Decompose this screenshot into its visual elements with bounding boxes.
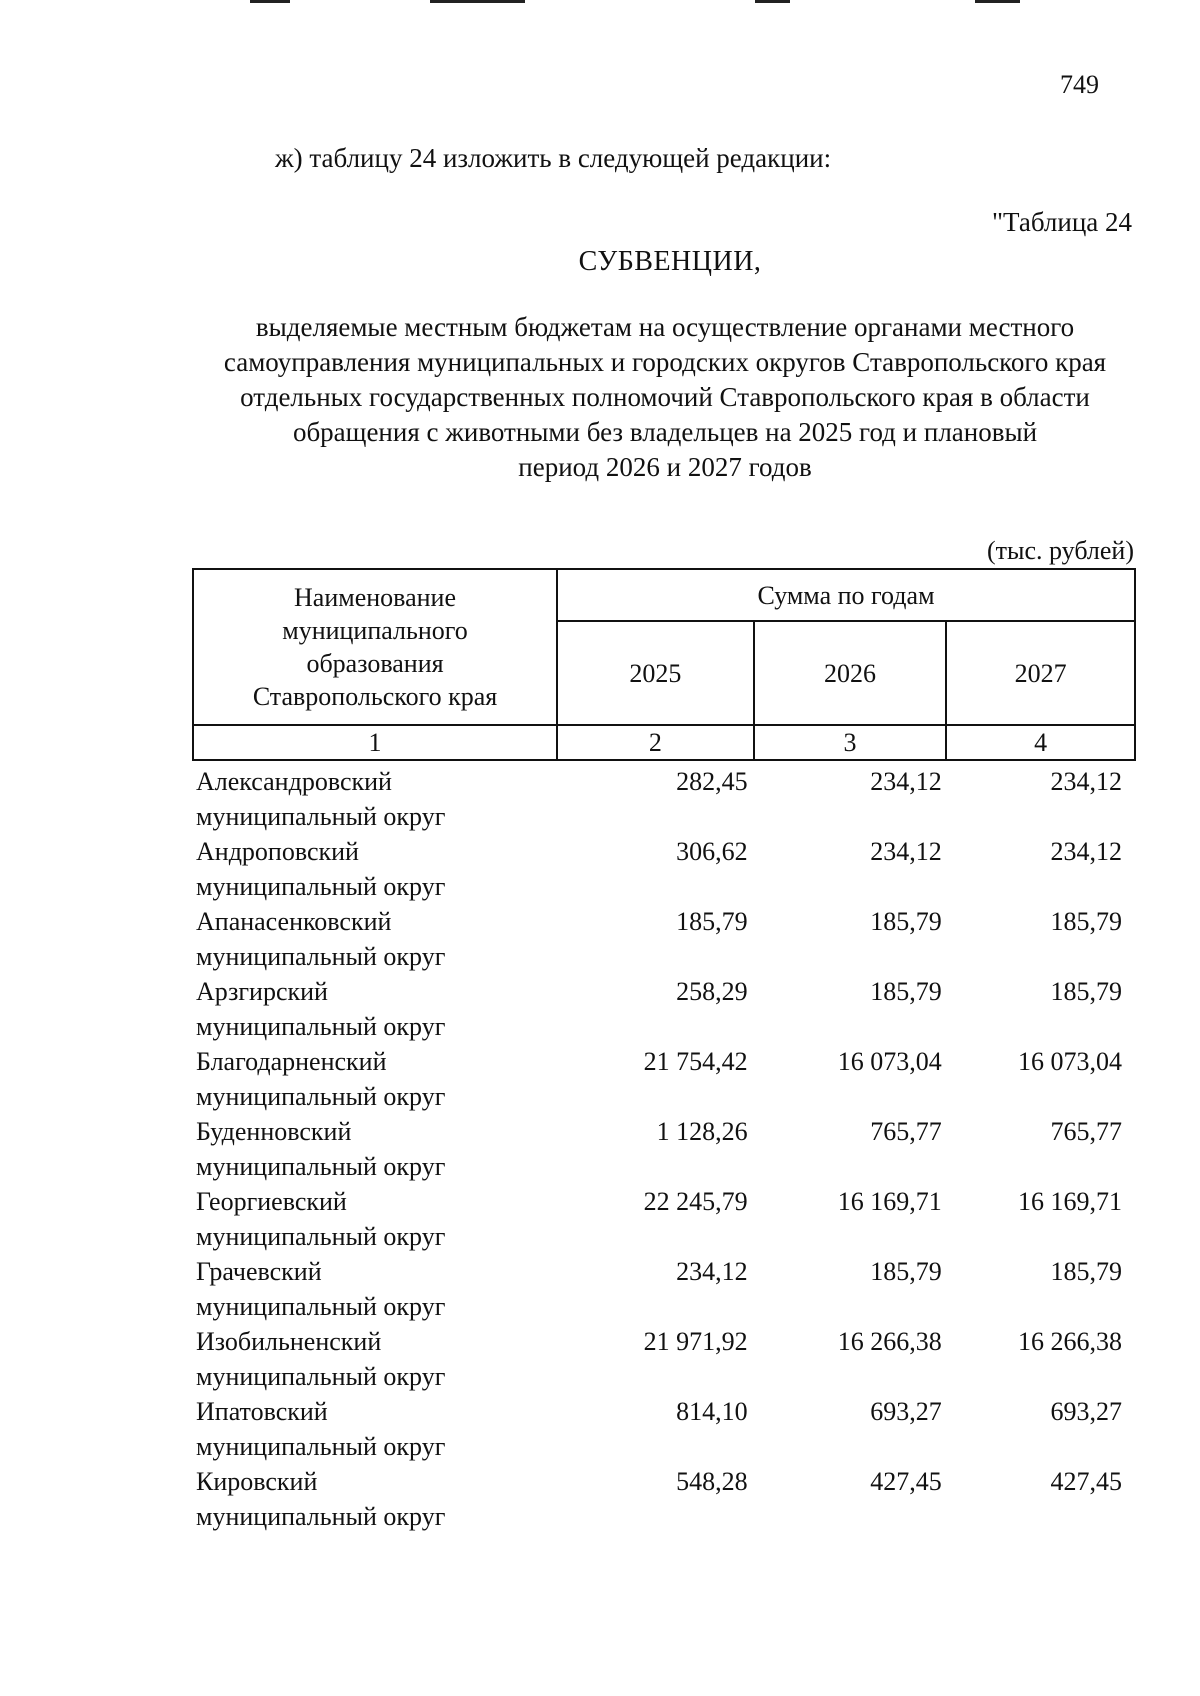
row-name — [192, 1254, 559, 1324]
row-name-line: Апанасенковский — [196, 907, 392, 936]
table-row — [192, 764, 1136, 834]
row-name — [192, 904, 559, 974]
header-year-2027: 2027 — [946, 621, 1135, 725]
value-2026: 16 169,71 — [837, 1187, 942, 1216]
value-2026: 16 266,38 — [837, 1327, 942, 1356]
table-row — [192, 834, 1136, 904]
table-row — [192, 1114, 1136, 1184]
value-2026: 427,45 — [870, 1467, 942, 1496]
row-name-line: муниципальный округ — [196, 1502, 446, 1531]
value-2027: 16 266,38 — [1018, 1327, 1122, 1356]
row-name-line: муниципальный округ — [196, 942, 446, 971]
value-2027: 693,27 — [1050, 1397, 1122, 1426]
edge-mark — [250, 0, 290, 3]
value-2027: 185,79 — [1050, 977, 1122, 1006]
table-row — [192, 1394, 1136, 1464]
value-2027: 234,12 — [1050, 837, 1122, 866]
row-name-line: муниципальный округ — [196, 1432, 446, 1461]
row-name-line: Александровский — [196, 767, 392, 796]
row-name-line: муниципальный округ — [196, 1082, 446, 1111]
row-name-line: Благодарненский — [196, 1047, 387, 1076]
value-2025: 21 971,92 — [643, 1327, 748, 1356]
column-number: 1 — [193, 725, 557, 760]
value-2026: 234,12 — [870, 837, 942, 866]
row-name-line: муниципальный округ — [196, 1292, 446, 1321]
row-name-line: муниципальный округ — [196, 802, 446, 831]
table-row — [192, 904, 1136, 974]
table-label: "Таблица 24 — [992, 207, 1132, 237]
value-2025: 814,10 — [676, 1397, 748, 1426]
value-2027: 16 169,71 — [1018, 1187, 1122, 1216]
row-name-line: Георгиевский — [196, 1187, 347, 1216]
header-name-column — [193, 569, 557, 725]
value-2025: 258,29 — [676, 977, 748, 1006]
edge-mark — [430, 0, 525, 3]
value-2025: 1 128,26 — [656, 1117, 748, 1146]
row-name — [192, 974, 559, 1044]
row-name — [192, 764, 559, 834]
row-name-line: Изобильненский — [196, 1327, 382, 1356]
row-name-line: муниципальный округ — [196, 872, 446, 901]
column-number: 4 — [946, 725, 1135, 760]
table-row — [192, 1464, 1136, 1534]
column-number: 2 — [557, 725, 754, 760]
value-2027: 427,45 — [1050, 1467, 1122, 1496]
row-name — [192, 834, 559, 904]
value-2027: 185,79 — [1050, 1257, 1122, 1286]
value-2027: 234,12 — [1050, 767, 1122, 796]
value-2027: 765,77 — [1050, 1117, 1122, 1146]
edge-mark — [755, 0, 790, 3]
subtitle-line: отдельных государственных полномочий Ставропольского края в области — [240, 382, 1090, 412]
row-name-line: Андроповский — [196, 837, 359, 866]
subtitle-line: обращения с животными без владельцев на 2025 год и плановый — [292, 417, 1038, 447]
row-name-line: Буденновский — [196, 1117, 352, 1146]
header-year-2026: 2026 — [754, 621, 947, 725]
header-name-line: муниципального — [282, 616, 468, 645]
row-name-line: Арзгирский — [196, 977, 328, 1006]
intro-text: ж) таблицу 24 изложить в следующей редакции: — [275, 143, 832, 173]
table-row — [192, 1324, 1136, 1394]
units-label: (тыс. рублей) — [986, 536, 1134, 565]
table-row — [192, 1254, 1136, 1324]
table-row — [192, 974, 1136, 1044]
row-name-line: муниципальный округ — [196, 1362, 446, 1391]
edge-mark — [975, 0, 1020, 3]
row-name — [192, 1394, 559, 1464]
table-body — [192, 764, 1136, 1534]
row-name-line: Грачевский — [196, 1257, 322, 1286]
row-name — [192, 1184, 559, 1254]
subtitle-line: период 2026 и 2027 годов — [518, 452, 812, 482]
header-name-line: Ставропольского края — [252, 682, 498, 711]
subtitle-line: выделяемые местным бюджетам на осуществление органами местного — [255, 312, 1075, 342]
row-name-line: Кировский — [196, 1467, 318, 1496]
value-2025: 548,28 — [676, 1467, 748, 1496]
value-2025: 234,12 — [676, 1257, 748, 1286]
header-name-line: образования — [306, 649, 444, 678]
value-2026: 765,77 — [870, 1117, 942, 1146]
row-name-line: Ипатовский — [196, 1397, 328, 1426]
header-year-2025: 2025 — [557, 621, 754, 725]
value-2025: 306,62 — [676, 837, 748, 866]
table-row — [192, 1184, 1136, 1254]
document-subtitle — [190, 310, 1140, 485]
value-2026: 185,79 — [870, 1257, 942, 1286]
document-title: СУБВЕНЦИИ, — [578, 246, 762, 277]
header-sum-group: Сумма по годам — [557, 569, 1135, 621]
value-2027: 16 073,04 — [1018, 1047, 1122, 1076]
row-name — [192, 1324, 559, 1394]
row-name-line: муниципальный округ — [196, 1152, 446, 1181]
row-name — [192, 1114, 559, 1184]
row-name — [192, 1464, 559, 1534]
subtitle-line: самоуправления муниципальных и городских округов Ставропольского края — [223, 347, 1107, 377]
row-name-line: муниципальный округ — [196, 1222, 446, 1251]
value-2026: 693,27 — [870, 1397, 942, 1426]
value-2025: 21 754,42 — [643, 1047, 748, 1076]
value-2025: 282,45 — [676, 767, 748, 796]
value-2026: 16 073,04 — [837, 1047, 942, 1076]
value-2025: 22 245,79 — [643, 1187, 748, 1216]
value-2026: 185,79 — [870, 907, 942, 936]
column-number: 3 — [754, 725, 947, 760]
value-2025: 185,79 — [676, 907, 748, 936]
table-row — [192, 1044, 1136, 1114]
page-number: 749 — [1060, 70, 1099, 99]
row-name — [192, 1044, 559, 1114]
table-header — [192, 568, 1136, 761]
top-edge-marks — [0, 0, 1200, 6]
value-2027: 185,79 — [1050, 907, 1122, 936]
header-name-line: Наименование — [294, 583, 457, 612]
row-name-line: муниципальный округ — [196, 1012, 446, 1041]
value-2026: 234,12 — [870, 767, 942, 796]
value-2026: 185,79 — [870, 977, 942, 1006]
